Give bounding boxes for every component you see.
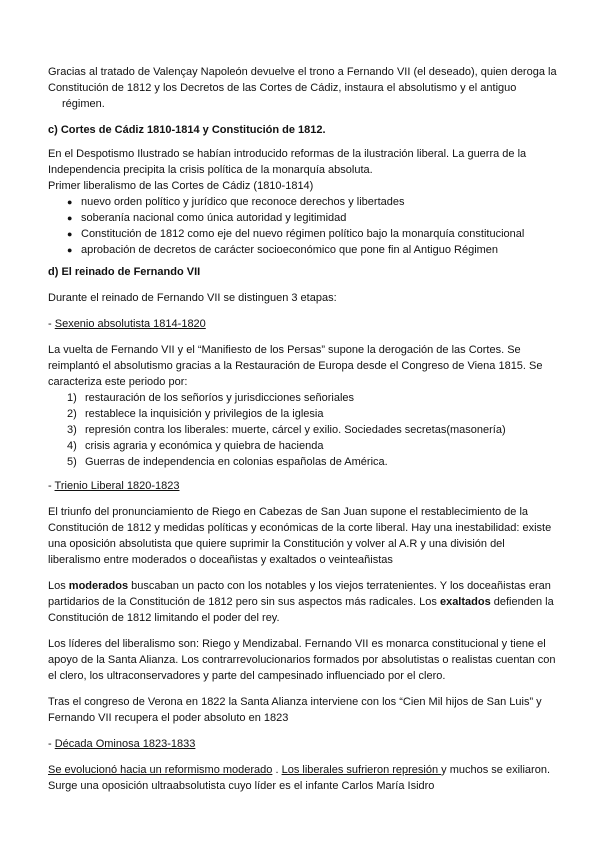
numbered-item xyxy=(48,454,558,470)
decada-paragraph-2: Surge una oposición ultraabsolutista cuyo líder es el infante Carlos María Isidro xyxy=(48,780,435,792)
cortes-bullet-list xyxy=(48,194,558,258)
section-c-subline: Primer liberalismo de las Cortes de Cádiz (1810-1814) xyxy=(48,180,314,192)
numbered-item xyxy=(48,406,558,422)
numbered-item xyxy=(48,438,558,454)
decada-title: Década Ominosa 1823-1833 xyxy=(54,738,196,750)
item-number: 4) xyxy=(67,440,77,452)
text-run: Los xyxy=(48,580,69,592)
intro-line: Gracias al tratado de Valençay Napoleón devuelve el trono a Fernando VII (el deseado), quien deroga la Constitución de 1812 y los Decretos de las Cortes de Cádiz, instaura el absolutismo y el antiguo xyxy=(48,66,557,94)
item-text: restablece la inquisición y privilegios de la iglesia xyxy=(85,408,324,420)
trienio-title: Trienio Liberal 1820-1823 xyxy=(54,480,180,492)
trienio-heading xyxy=(48,478,558,494)
trienio-paragraph-3: Los líderes del liberalismo son: Riego y Mendizabal. Fernando VII es monarca constitucional y tiene el apoyo de la Santa Alianza. Los contrarrevolucionarios formados por absolutistas o realistas cuentan con el clero, los ultraconservadores y parte del campesinado influenciado por el clero. xyxy=(48,638,556,682)
item-number: 3) xyxy=(67,424,77,436)
exaltados-term: exaltados xyxy=(439,596,491,608)
numbered-item xyxy=(48,422,558,438)
intro-paragraph xyxy=(48,64,558,96)
bullet-item: ● soberanía nacional como única autoridad y legitimidad xyxy=(48,210,558,226)
section-c-heading: c) Cortes de Cádiz 1810-1814 y Constitución de 1812. xyxy=(48,124,326,136)
bullet-item: ● nuevo orden político y jurídico que reconoce derechos y libertades xyxy=(48,194,558,210)
decada-paragraph-1 xyxy=(48,762,558,778)
section-d-intro: Durante el reinado de Fernando VII se distinguen 3 etapas: xyxy=(48,292,337,304)
section-d-heading: d) El reinado de Fernando VII xyxy=(48,266,201,278)
text-run: y muchos se exiliaron. xyxy=(441,764,550,776)
document-page xyxy=(48,64,558,794)
item-text: restauración de los señoríos y jurisdicciones señoriales xyxy=(85,392,355,404)
sexenio-numbered-list xyxy=(48,390,558,470)
dash: - xyxy=(48,738,55,750)
numbered-item xyxy=(48,390,558,406)
item-number: 2) xyxy=(67,408,77,420)
trienio-paragraph-4: Tras el congreso de Verona en 1822 la Santa Alianza interviene con los “Cien Mil hijos de San Luis” y Fernando VII recupera el poder absoluto en 1823 xyxy=(48,696,542,724)
item-number: 1) xyxy=(67,392,77,404)
sexenio-title: Sexenio absolutista 1814-1820 xyxy=(54,318,206,330)
text-run: Los liberales sufrieron represión xyxy=(281,764,442,776)
text-run: defienden la Constitución de 1812 limitando el poder del rey. xyxy=(48,596,554,624)
item-text: Guerras de independencia en colonias españolas de América. xyxy=(85,456,388,468)
sexenio-heading xyxy=(48,316,558,332)
item-text: crisis agraria y económica y quiebra de hacienda xyxy=(85,440,324,452)
moderados-term: moderados xyxy=(68,580,129,592)
intro-continuation: régimen. xyxy=(62,98,105,110)
item-text: represión contra los liberales: muerte, cárcel y exilio. Sociedades secretas(masonería) xyxy=(85,424,506,436)
text-run: buscaban un pacto con los notables y los viejos terratenientes. Y los doceañistas eran partidarios de la Constitución de 1812 pero sin sus aspectos más radicales. Los xyxy=(48,580,551,608)
text-run: Se evolucionó hacia un reformismo moderado xyxy=(48,764,273,776)
sexenio-paragraph: La vuelta de Fernando VII y el “Manifiesto de los Persas” supone la derogación de las Cortes. Se reimplantó el absolutismo gracias a la Restauración de Europa desde el Congreso de Viena 1815. Se caracteriza este periodo por: xyxy=(48,344,543,388)
bullet-item: ● Constitución de 1812 como eje del nuevo régimen político bajo la monarquía constitucional xyxy=(48,226,558,242)
section-c-paragraph: En el Despotismo Ilustrado se habían introducido reformas de la ilustración liberal. La guerra de la Independencia precipita la crisis política de la monarquía absoluta. xyxy=(48,148,527,176)
trienio-paragraph-1: El triunfo del pronunciamiento de Riego en Cabezas de San Juan supone el restablecimiento de la Constitución de 1812 y medidas políticas y económicas de la corte liberal. Hay una inestabilidad: existe una oposición absolutista que quiere suprimir la Constitución y volver al A.R y una división del liberalismo entre moderados o doceañistas y exaltados o veinteañistas xyxy=(48,506,552,566)
dash: - xyxy=(48,480,55,492)
decada-heading xyxy=(48,736,558,752)
text-run: . xyxy=(272,764,282,776)
bullet-item: ● aprobación de decretos de carácter socioeconómico que pone fin al Antiguo Régimen xyxy=(48,242,558,258)
item-number: 5) xyxy=(67,456,77,468)
dash: - xyxy=(48,318,55,330)
trienio-paragraph-2 xyxy=(48,578,558,626)
